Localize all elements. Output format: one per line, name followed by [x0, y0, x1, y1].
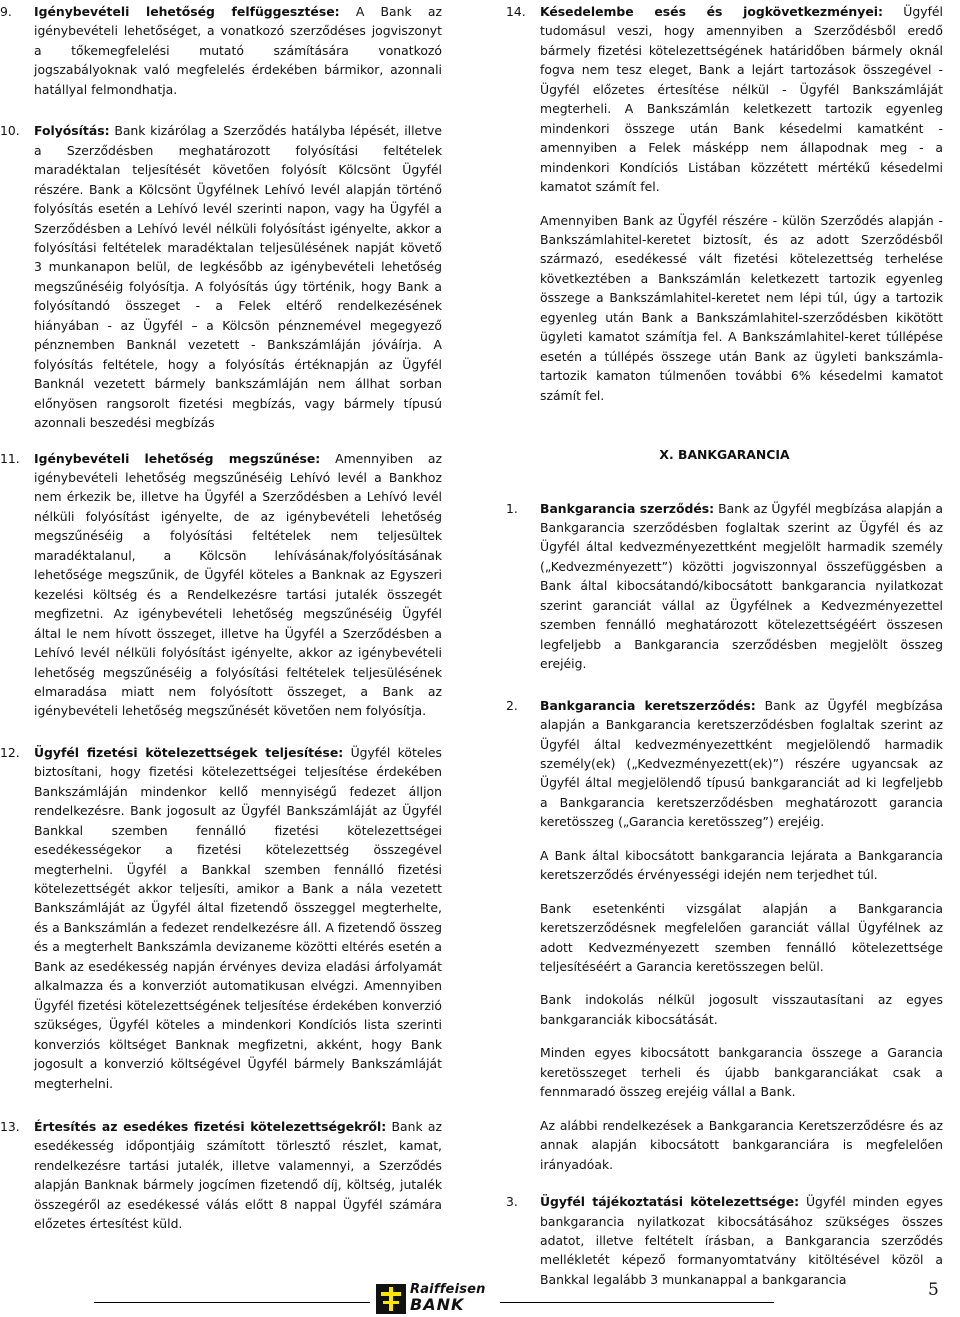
- left-column: [0, 0, 442, 1234]
- item-text: Ügyfél köteles biztosítani, hogy fizetési kötelezettségei teljesítése érdekében Bankszámláján mindenkor kellő mennyiségű fedezet álljon rendelkezésre. Bank jogosult az Ügyfél Bankszámláját az Ügyfél Bankkal szemben fennálló fizetési kötelezettségei esedékességekor a fizetési kötelezettség összegével megterhelni. Ügyfél a Bankkal szemben fennálló fizetési kötelezettségét akkor teljesíti, amikor a Bank a nála vezetett Bankszámláját az Ügyfél által fizetendő összeggel megterhelte, és a Bankszámlán a fedezet rendelkezésre áll. A fizetendő összeg és a megterhelt Bankszámla devizaneme közötti eltérés esetén a Bank az esedékesség napján érvényes deviza eladási árfolyamát alkalmazza és a konverziót automatikusan elvégzi. Amennyiben Ügyfél fizetési kötelezettségének teljesítése érdekében konverzió szükséges, Ügyfél köteles a mindenkori Kondíciós lista szerinti konverziós költséget Banknak megfizetni, akként, hogy Bank jogosult a konverzió költségével Ügyfél bármely Bankszámláját megterhelni.: [34, 744, 443, 1091]
- item-title: Igénybevételi lehetőség felfüggesztése:: [34, 4, 340, 19]
- item-11: [0, 449, 442, 721]
- item-text: A Bank az igénybevételi lehetőséget, a vonatkozó szerződéses jogviszonyt a tőkemegfelelési mutató számítására vonatkozó jogszabályoknak való megfelelés érdekében bármikor, azonnali hatállyal felmondhatja.: [34, 4, 442, 97]
- item-paragraph: [540, 990, 943, 1029]
- item-paragraph: [34, 2, 442, 99]
- item-title: Értesítés az esedékes fizetési kötelezettségekről:: [34, 1119, 387, 1135]
- item-14: [506, 2, 943, 405]
- garancia-item-3: [506, 1192, 943, 1289]
- item-paragraph: [540, 1192, 943, 1289]
- item-paragraph: [540, 899, 943, 977]
- item-paragraph: [34, 449, 442, 721]
- logo-text-bottom: BANK: [410, 1295, 465, 1314]
- item-text: A Bank által kibocsátott bankgarancia lejárata a Bankgarancia keretszerződés érvényességi idején nem terjedhet túl.: [540, 847, 943, 883]
- item-number: 3.: [506, 1194, 518, 1210]
- item-text: Amennyiben Bank az Ügyfél részére - külön Szerződés alapján - Bankszámlahitel-keretet biztosít, és az adott Szerződésből származó, esedékessé vált fizetési kötelezettség terhelése következtében a Bankszámlán keletkezett tartozik egyenleg összege a Bankszámlahitel-keretet nem lépi túl, úgy a tartozik egyenleg után Bank a Bankszámlahitel-szerződésben kikötött ügyleti kamatot számítja fel. A Bankszámlahitel-keret túllépése esetén a túllépés összege után Bank az ügyleti bankszámla-tartozik kamaton túlmenően további 6% késedelmi kamatot számít fel.: [540, 212, 943, 403]
- item-text: Minden egyes kibocsátott bankgarancia összege a Garancia keretösszeget terheli és újabb bankgaranciákat csak a fennmaradó összeg erejéig vállal a Bank.: [540, 1045, 943, 1100]
- item-number: 14.: [506, 4, 526, 19]
- garancia-item-1: [506, 499, 943, 674]
- item-paragraph: [540, 1043, 943, 1101]
- item-text: Bank az Ügyfél megbízása alapján a Bankgarancia keretszerződésben foglaltak szerint az Ügyfél által kedvezményezettként megjelölendő harmadik személy(ek) („Kedvezményezett(ek)”) részére ugyancsak az Ügyfél által megjelölendő típusú bankgaranciát ad ki legfeljebb a Bankgarancia keretszerződésben meghatározott garancia keretösszeg („Garancia keretösszeg”) erejéig.: [540, 697, 943, 830]
- item-text: Ügyfél minden egyes bankgarancia nyilatkozat kibocsátásához szükséges összes adatot, illetve feltételt írásban, a Bankgarancia szerződés mellékletét képező formanyomtatvány kitöltésével közöl a Bankkal legalább 3 munkanappal a bankgarancia: [540, 1194, 943, 1287]
- item-text: Bank kizárólag a Szerződés hatályba lépését, illetve a Szerződésben meghatározott folyósítási feltételek maradéktalan teljesítését követően folyósít Kölcsönt Ügyfél részére. Bank a Kölcsönt Ügyfélnek Lehívó levél alapján történő folyósítás esetén a Lehívó levél szerinti napon, vagy ha Ügyfél a Szerződésben a Lehívó levél nélküli folyósítást igényelte, akkor a folyósítási feltételek maradéktalan teljesülésének napját követő 3 munkanapon belül, de legkésőbb az igénybevételi lehetőség megszűnéséig folyósítja. A folyósítás úgy történik, hogy Bank a folyósítandó összeget - a Felek eltérő rendelkezésének hiányában - az Ügyfél – a Kölcsön pénznemével megegyező pénznemben Banknál vezetett - Bankszámláján jóváírja. A folyósítás feltétele, hogy a folyósítás értéknapján az Ügyfél Banknál vezetett bármely bankszámláján nem állhat sorban előnyösen rangsorolt fizetési megbízás, vagy bármely típusú azonnali beszedési megbízás: [34, 123, 442, 431]
- item-title: Folyósítás:: [34, 123, 110, 139]
- item-number: 11.: [0, 450, 20, 466]
- item-paragraph: [540, 1116, 943, 1174]
- item-12: [0, 743, 442, 1093]
- item-10: [0, 121, 442, 432]
- item-number: 13.: [0, 1119, 20, 1135]
- item-title: Bankgarancia szerződés:: [540, 500, 715, 516]
- item-paragraph: [34, 121, 442, 432]
- item-paragraph: [540, 211, 943, 406]
- item-number: 1.: [506, 500, 518, 516]
- section-title: X. BANKGARANCIA: [659, 447, 790, 463]
- item-title: Ügyfél fizetési kötelezettségek teljesítése:: [34, 744, 344, 760]
- item-number: 2.: [506, 697, 518, 713]
- raiffeisen-emblem-icon: [376, 1284, 406, 1314]
- item-text: Az alábbi rendelkezések a Bankgarancia Keretszerződésre és az annak alapján kibocsátott bankgaranciára is megfelelően irányadóak.: [540, 1117, 943, 1172]
- item-text: Bank indokolás nélkül jogosult visszautasítani az egyes bankgaranciák kibocsátását.: [540, 992, 943, 1027]
- item-paragraph: [540, 499, 943, 674]
- item-text: Bank az Ügyfél megbízása alapján a Bankgarancia szerződésben foglaltak szerint az Ügyfél és az Ügyfél által kedvezményezettként megjelölt harmadik személy („Kedvezményezett”) közötti jogviszonnyal összefüggésben a Bank által kibocsátandó/kibocsátott bankgarancia nyilatkozat szerint garanciát vállal az Ügyfélnek a Kedvezményezettel szemben fennálló meghatározott kötelezettségéért összesen legfeljebb a Bankgarancia szerződésben megjelölt összeg erejéig.: [540, 500, 943, 672]
- item-text: Bank az esedékesség időpontjáig számított törlesztő részlet, kamat, rendelkezésre tartási jutalék, illetve valamennyi, a Szerződés alapján Banknak bármely jogcímen fizetendő díj, költség, jutalék összegéről az esedékessé válás előtt 8 nappal Ügyfél számára előzetes értesítést küld.: [34, 1119, 442, 1232]
- footer-line-right: [500, 1302, 774, 1303]
- item-number: 10.: [0, 123, 20, 139]
- item-number: 12.: [0, 744, 20, 760]
- item-paragraph: [34, 743, 442, 1093]
- item-text: Amennyiben az igénybevételi lehetőség megszűnéséig Lehívó levél a Bankhoz nem érkezik be, illetve ha Ügyfél a Szerződésben a Lehívó levél nélküli folyósítást igényelte, de az igénybevételi lehetőség megszűnéséig a folyósítási feltételek nem teljesültek maradéktalanul, a Kölcsön lehívásának/folyósításának lehetősége megszűnik, de Ügyfél köteles a Banknak az Egyszeri kezelési költség és a Rendelkezésre tartási jutalék összegét megfizetni. Az igénybevételi lehetőség megszűnéséig Ügyfél által le nem hívott összeget, illetve ha Ügyfél a Szerződésben a Lehívó levél nélküli folyósítást igényelte, akkor az igénybevételi lehetőség megszűnéséig a folyósítási feltételek teljesülésének elmaradása miatt nem folyósított összeget, a Bank az igénybevételi lehetőség megszűnését követően nem folyósítja.: [34, 450, 443, 719]
- item-paragraph: [540, 2, 943, 197]
- item-paragraph: [540, 846, 943, 885]
- item-text: Bank esetenkénti vizsgálat alapján a Bankgarancia keretszerződésnek megfelelően garanciát vállal Ügyfélnek az adott Kedvezményezett szemben fennálló kötelezettsége teljesítéséért a Garancia keretösszegen belül.: [540, 900, 943, 975]
- item-title: Bankgarancia keretszerződés:: [540, 697, 756, 713]
- item-title: Ügyfél tájékoztatási kötelezettsége:: [540, 1194, 800, 1210]
- item-title: Késedelembe esés és jogkövetkezményei:: [540, 4, 883, 19]
- item-9: [0, 2, 442, 99]
- logo-text-top: Raiffeisen: [410, 1282, 486, 1297]
- item-paragraph: [34, 1117, 442, 1234]
- garancia-item-2: [506, 696, 943, 1175]
- right-column: [506, 0, 943, 1289]
- raiffeisen-logo: [376, 1282, 496, 1314]
- item-title: Igénybevételi lehetőség megszűnése:: [34, 450, 321, 466]
- item-13: [0, 1117, 442, 1234]
- item-text: Ügyfél tudomásul veszi, hogy amennyiben a Szerződésből eredő bármely fizetési kötelezettségének határidőben bármely oknál fogva nem tesz eleget, Bank a lejárt tartozások összegével - Ügyfél előzetes értesítése nélkül - Ügyfél Bankszámláját megterheli. A Bankszámlán keletkezett tartozik egyenleg mindenkori összege után Bank késedelmi kamatként - amennyiben a Felek másképp nem állapodnak meg - a mindenkori Kondíciós Listában közzétett mértékű késedelmi kamatot számít fel.: [540, 4, 943, 195]
- item-paragraph: [540, 696, 943, 832]
- footer-line-left: [94, 1302, 370, 1303]
- page-number: 5: [928, 1280, 939, 1300]
- item-number: 9.: [0, 4, 12, 19]
